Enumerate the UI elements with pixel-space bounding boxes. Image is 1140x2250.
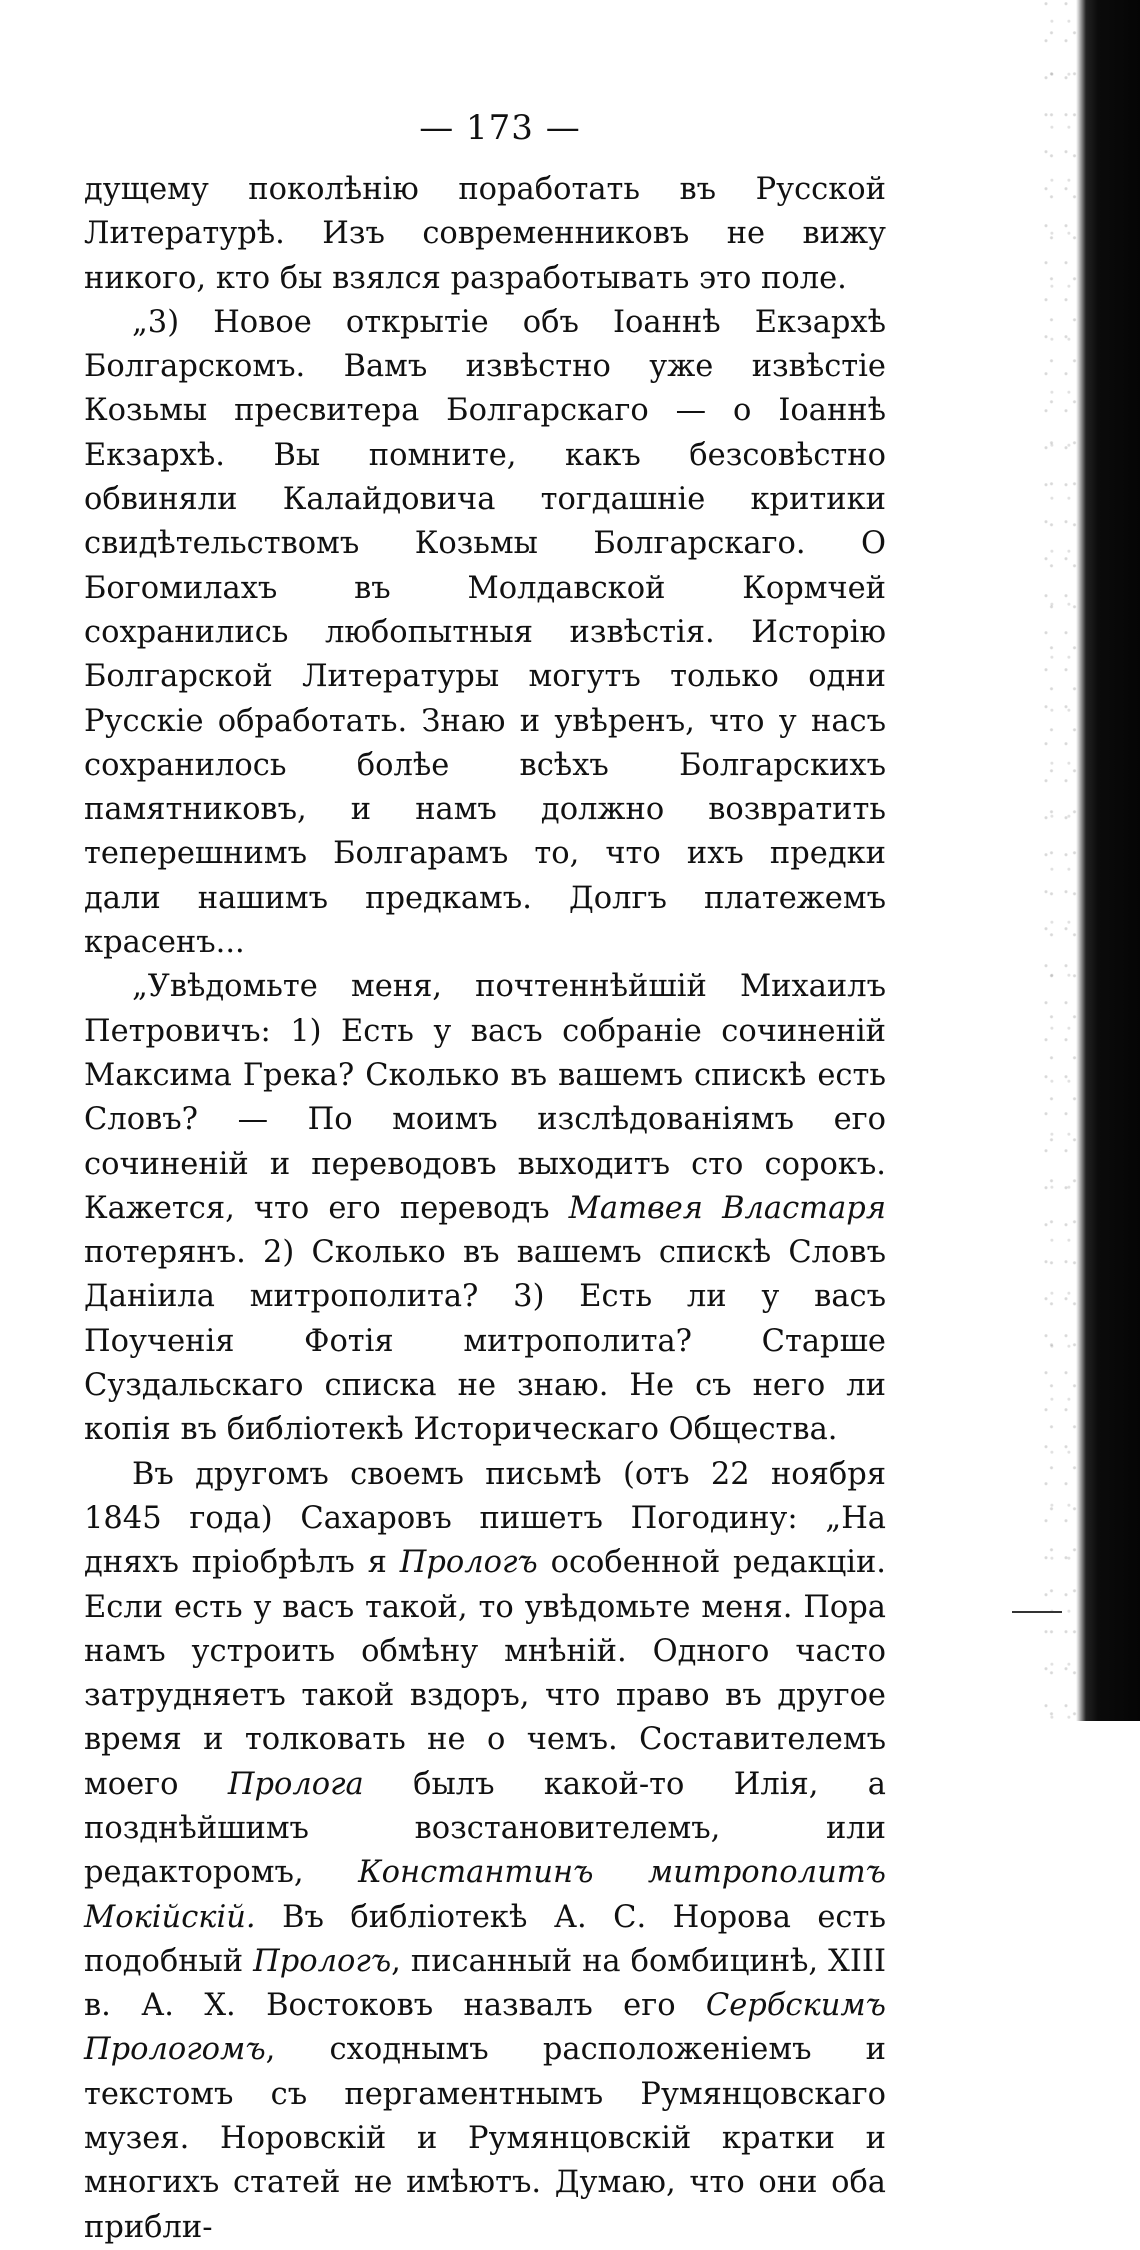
text-run: особенной редакціи. Если есть у васъ такой, то увѣдомьте меня. Пора намъ устроить обмѣну мнѣній. Одного часто затрудняетъ такой вздоръ, что право въ другое время и толковать не о чемъ. Составителемъ моего [84,1545,887,1802]
paragraph [84,1453,886,2250]
italic-title: Сербскимъ Прологомъ [84,1988,886,2068]
paragraph [84,301,886,965]
text-run: , писанный на бомбицинѣ, XIII в. А. Х. Востоковъ назвалъ его [84,1943,886,2024]
italic-title: Матвея Властаря [568,1190,887,1226]
binding-shadow [1076,0,1140,1721]
text-run: потерянъ. 2) Сколько въ вашемъ спискѣ Словъ Даніила митрополита? 3) Есть ли у васъ Поученія Фотія митрополита? Старше Суздальскаго списка не знаю. Не съ него ли копія въ библіотекѣ Историческаго Общества. [84,1235,886,1448]
italic-title: Прологъ [253,1943,392,1979]
body-text [84,168,886,2250]
italic-title: Прологъ [399,1545,538,1581]
text-run: „Увѣдомьте меня, почтеннѣйшій Михаилъ Петровичъ: 1) Есть у васъ собраніе сочиненій Максима Грека? Сколько въ вашемъ спискѣ есть Словъ? — По моимъ изслѣдованіямъ его сочиненій и переводовъ выходитъ сто сорокъ. Кажется, что его переводъ [84,969,886,1226]
text-run: „3) Новое открытіе объ Іоаннѣ Екзархѣ Болгарскомъ. Вамъ извѣстно уже извѣстіе Козьмы пресвитера Болгарскаго — о Іоаннѣ Екзархѣ. Вы помните, какъ безсовѣстно обвиняли Калайдовича тогдашніе критики свидѣтельствомъ Козьмы Болгарскаго. О Богомилахъ въ Молдавской Кормчей сохранились любопытныя извѣстія. Исторію Болгарской Литературы могутъ только одни Русскіе обработать. Знаю и увѣренъ, что у насъ сохранилось болѣе всѣхъ Болгарскихъ памятниковъ, и намъ должно возвратить теперешнимъ Болгарамъ то, что ихъ предки дали нашимъ предкамъ. Долгъ платежемъ красенъ... [84,304,886,961]
italic-title: Константинъ митрополитъ Мокійскій. [84,1855,886,1935]
text-run: Въ библіотекѣ А. С. Норова есть подобный [84,1899,886,1979]
margin-mark [1012,1611,1062,1613]
scan-edge-noise [1040,0,1080,1721]
paragraph [84,168,886,301]
text-run: былъ какой-то Илія, а позднѣйшимъ возстановителемъ, или редакторомъ, [84,1766,886,1891]
page-number: — 173 — [419,108,581,148]
text-run: , сходнымъ расположеніемъ и текстомъ съ пергаментнымъ Румянцовскаго музея. Норовскій и Румянцовскій кратки и многихъ статей не имѣютъ. Думаю, что они оба прибли- [84,2032,886,2245]
paragraph [84,965,886,1452]
text-run: Въ другомъ своемъ письмѣ (отъ 22 ноября 1845 года) Сахаровъ пишетъ Погодину: „На дняхъ пріобрѣлъ я [84,1456,886,1581]
italic-title: Пролога [227,1766,364,1802]
text-run: дущему поколѣнію поработать въ Русской Литературѣ. Изъ современниковъ не вижу никого, кто бы взялся разработывать это поле. [84,172,886,296]
